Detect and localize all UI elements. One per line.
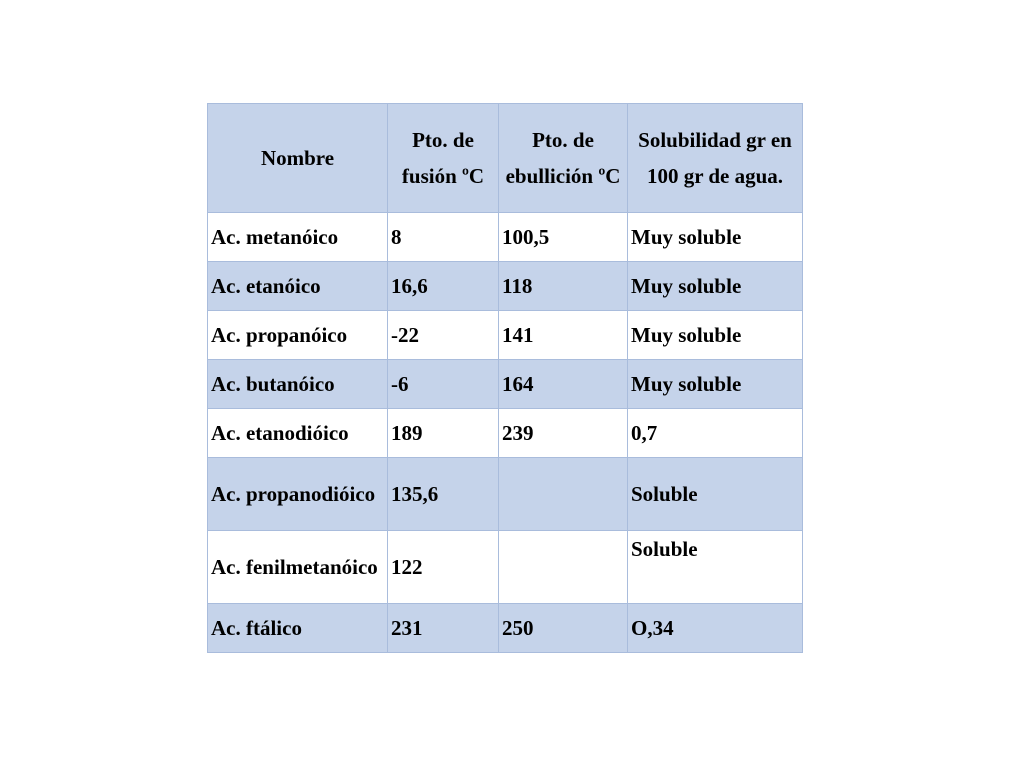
cell-fusion: -6 [388, 360, 499, 409]
cell-nombre: Ac. etanóico [208, 262, 388, 311]
cell-fusion: 16,6 [388, 262, 499, 311]
table-row [208, 604, 803, 653]
cell-ebullicion: 164 [499, 360, 628, 409]
table-row [208, 311, 803, 360]
cell-nombre: Ac. fenilmetanóico [208, 531, 388, 604]
cell-nombre: Ac. propanodióico [208, 458, 388, 531]
cell-fusion: -22 [388, 311, 499, 360]
cell-ebullicion: 100,5 [499, 213, 628, 262]
cell-ebullicion: 118 [499, 262, 628, 311]
cell-ebullicion: 250 [499, 604, 628, 653]
header-nombre: Nombre [208, 104, 388, 213]
cell-fusion: 231 [388, 604, 499, 653]
cell-ebullicion: 239 [499, 409, 628, 458]
cell-solubilidad: Muy soluble [628, 262, 803, 311]
cell-ebullicion: 141 [499, 311, 628, 360]
cell-fusion: 189 [388, 409, 499, 458]
header-punto-ebullicion: Pto. de ebullición ºC [499, 104, 628, 213]
cell-solubilidad: Soluble [628, 458, 803, 531]
cell-fusion: 135,6 [388, 458, 499, 531]
table-header-row [208, 104, 803, 213]
cell-solubilidad: 0,7 [628, 409, 803, 458]
cell-ebullicion [499, 531, 628, 604]
cell-fusion: 122 [388, 531, 499, 604]
cell-ebullicion [499, 458, 628, 531]
cell-nombre: Ac. metanóico [208, 213, 388, 262]
cell-solubilidad: Soluble [628, 531, 803, 604]
header-punto-fusion: Pto. de fusión ºC [388, 104, 499, 213]
table-row [208, 360, 803, 409]
cell-solubilidad: Muy soluble [628, 213, 803, 262]
cell-nombre: Ac. ftálico [208, 604, 388, 653]
table-row [208, 458, 803, 531]
header-solubilidad: Solubilidad gr en 100 gr de agua. [628, 104, 803, 213]
cell-fusion: 8 [388, 213, 499, 262]
cell-solubilidad: O,34 [628, 604, 803, 653]
table-row [208, 262, 803, 311]
cell-solubilidad: Muy soluble [628, 311, 803, 360]
cell-solubilidad: Muy soluble [628, 360, 803, 409]
cell-nombre: Ac. propanóico [208, 311, 388, 360]
table-row [208, 409, 803, 458]
acids-properties-table [207, 103, 803, 653]
table-row [208, 531, 803, 604]
cell-nombre: Ac. etanodióico [208, 409, 388, 458]
cell-nombre: Ac. butanóico [208, 360, 388, 409]
table-row [208, 213, 803, 262]
